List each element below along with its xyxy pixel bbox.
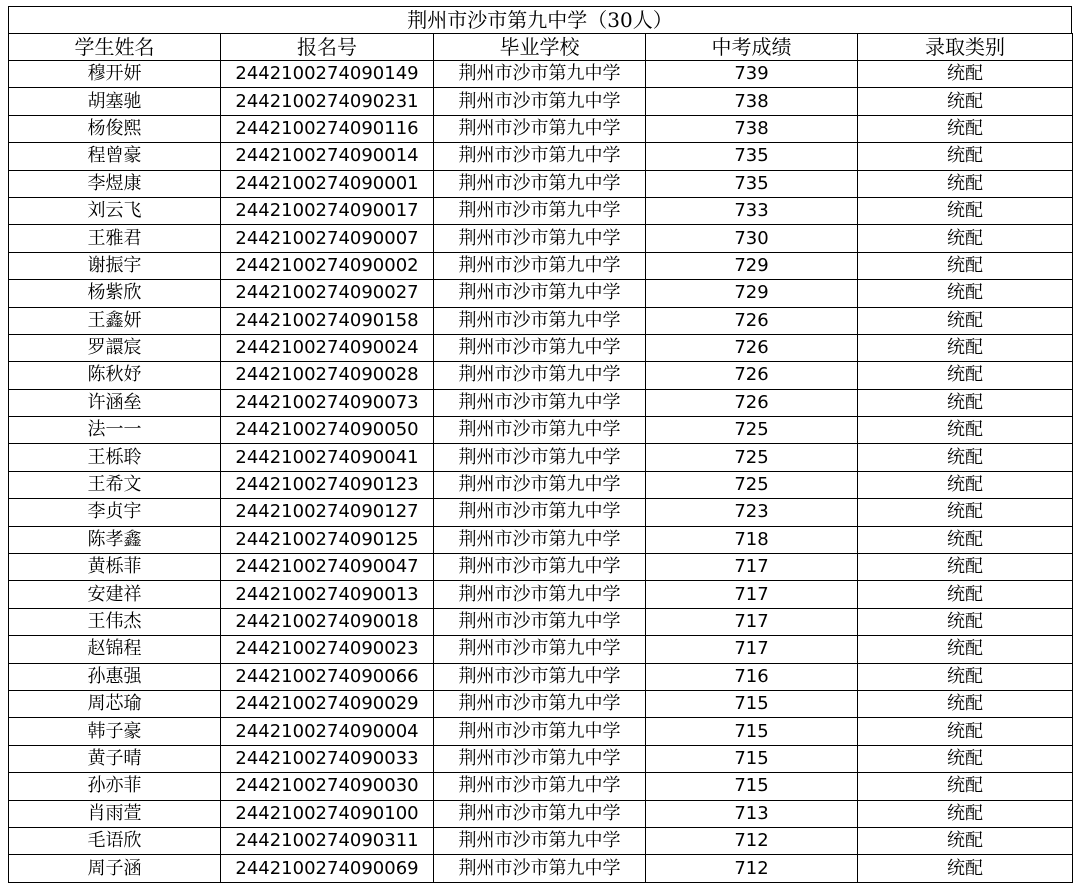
admission-category-cell: 统配 bbox=[858, 499, 1073, 526]
table-row bbox=[9, 307, 1073, 334]
student-name-cell: 李煜康 bbox=[9, 170, 221, 197]
admission-category-cell: 统配 bbox=[858, 663, 1073, 690]
graduation-school-cell: 荆州市沙市第九中学 bbox=[434, 526, 646, 553]
graduation-school-cell: 荆州市沙市第九中学 bbox=[434, 61, 646, 88]
registration-number-cell: 2442100274090001 bbox=[221, 170, 434, 197]
registration-number-cell: 2442100274090116 bbox=[221, 115, 434, 142]
table-body bbox=[9, 61, 1073, 883]
exam-score-cell: 738 bbox=[646, 115, 858, 142]
exam-score-cell: 716 bbox=[646, 663, 858, 690]
student-name-cell: 黄子晴 bbox=[9, 745, 221, 772]
exam-score-cell: 726 bbox=[646, 362, 858, 389]
table-row bbox=[9, 334, 1073, 361]
registration-number-cell: 2442100274090027 bbox=[221, 280, 434, 307]
graduation-school-cell: 荆州市沙市第九中学 bbox=[434, 581, 646, 608]
admission-category-cell: 统配 bbox=[858, 61, 1073, 88]
exam-score-cell: 725 bbox=[646, 471, 858, 498]
graduation-school-cell: 荆州市沙市第九中学 bbox=[434, 827, 646, 854]
exam-score-cell: 718 bbox=[646, 526, 858, 553]
admission-category-cell: 统配 bbox=[858, 855, 1073, 882]
registration-number-cell: 2442100274090125 bbox=[221, 526, 434, 553]
student-name-cell: 王雅君 bbox=[9, 225, 221, 252]
table-row bbox=[9, 773, 1073, 800]
admission-category-cell: 统配 bbox=[858, 334, 1073, 361]
student-name-cell: 孙惠强 bbox=[9, 663, 221, 690]
registration-number-cell: 2442100274090158 bbox=[221, 307, 434, 334]
graduation-school-cell: 荆州市沙市第九中学 bbox=[434, 88, 646, 115]
header-admission-category: 录取类别 bbox=[858, 34, 1073, 61]
exam-score-cell: 726 bbox=[646, 389, 858, 416]
student-name-cell: 王伟杰 bbox=[9, 608, 221, 635]
table-row bbox=[9, 718, 1073, 745]
graduation-school-cell: 荆州市沙市第九中学 bbox=[434, 307, 646, 334]
graduation-school-cell: 荆州市沙市第九中学 bbox=[434, 636, 646, 663]
admission-category-cell: 统配 bbox=[858, 417, 1073, 444]
registration-number-cell: 2442100274090123 bbox=[221, 471, 434, 498]
registration-number-cell: 2442100274090024 bbox=[221, 334, 434, 361]
table-row bbox=[9, 280, 1073, 307]
exam-score-cell: 738 bbox=[646, 88, 858, 115]
table-row bbox=[9, 526, 1073, 553]
table-row bbox=[9, 115, 1073, 142]
registration-number-cell: 2442100274090066 bbox=[221, 663, 434, 690]
graduation-school-cell: 荆州市沙市第九中学 bbox=[434, 608, 646, 635]
student-name-cell: 陈秋妤 bbox=[9, 362, 221, 389]
graduation-school-cell: 荆州市沙市第九中学 bbox=[434, 417, 646, 444]
table-row bbox=[9, 800, 1073, 827]
graduation-school-cell: 荆州市沙市第九中学 bbox=[434, 115, 646, 142]
student-name-cell: 周子涵 bbox=[9, 855, 221, 882]
admission-category-cell: 统配 bbox=[858, 690, 1073, 717]
graduation-school-cell: 荆州市沙市第九中学 bbox=[434, 718, 646, 745]
student-name-cell: 杨俊熙 bbox=[9, 115, 221, 142]
table-row bbox=[9, 554, 1073, 581]
registration-number-cell: 2442100274090073 bbox=[221, 389, 434, 416]
exam-score-cell: 735 bbox=[646, 143, 858, 170]
header-registration-number: 报名号 bbox=[221, 34, 434, 61]
registration-number-cell: 2442100274090050 bbox=[221, 417, 434, 444]
admission-category-cell: 统配 bbox=[858, 718, 1073, 745]
admission-category-cell: 统配 bbox=[858, 225, 1073, 252]
header-exam-score: 中考成绩 bbox=[646, 34, 858, 61]
table-row bbox=[9, 581, 1073, 608]
admission-category-cell: 统配 bbox=[858, 280, 1073, 307]
exam-score-cell: 712 bbox=[646, 855, 858, 882]
student-name-cell: 罗譞宸 bbox=[9, 334, 221, 361]
exam-score-cell: 725 bbox=[646, 417, 858, 444]
student-name-cell: 韩子豪 bbox=[9, 718, 221, 745]
student-name-cell: 许涵垒 bbox=[9, 389, 221, 416]
student-name-cell: 安建祥 bbox=[9, 581, 221, 608]
graduation-school-cell: 荆州市沙市第九中学 bbox=[434, 143, 646, 170]
graduation-school-cell: 荆州市沙市第九中学 bbox=[434, 444, 646, 471]
graduation-school-cell: 荆州市沙市第九中学 bbox=[434, 855, 646, 882]
registration-number-cell: 2442100274090149 bbox=[221, 61, 434, 88]
admission-category-cell: 统配 bbox=[858, 636, 1073, 663]
admission-category-cell: 统配 bbox=[858, 170, 1073, 197]
admission-category-cell: 统配 bbox=[858, 608, 1073, 635]
graduation-school-cell: 荆州市沙市第九中学 bbox=[434, 690, 646, 717]
admission-category-cell: 统配 bbox=[858, 526, 1073, 553]
exam-score-cell: 715 bbox=[646, 690, 858, 717]
student-name-cell: 法一一 bbox=[9, 417, 221, 444]
graduation-school-cell: 荆州市沙市第九中学 bbox=[434, 499, 646, 526]
student-name-cell: 刘云飞 bbox=[9, 197, 221, 224]
table-row bbox=[9, 608, 1073, 635]
exam-score-cell: 715 bbox=[646, 745, 858, 772]
table-row bbox=[9, 663, 1073, 690]
exam-score-cell: 717 bbox=[646, 581, 858, 608]
student-name-cell: 周芯瑜 bbox=[9, 690, 221, 717]
graduation-school-cell: 荆州市沙市第九中学 bbox=[434, 225, 646, 252]
graduation-school-cell: 荆州市沙市第九中学 bbox=[434, 471, 646, 498]
table-row bbox=[9, 417, 1073, 444]
registration-number-cell: 2442100274090030 bbox=[221, 773, 434, 800]
table-row bbox=[9, 827, 1073, 854]
admission-category-cell: 统配 bbox=[858, 773, 1073, 800]
student-name-cell: 杨紫欣 bbox=[9, 280, 221, 307]
table-row bbox=[9, 636, 1073, 663]
exam-score-cell: 723 bbox=[646, 499, 858, 526]
student-name-cell: 黄栎菲 bbox=[9, 554, 221, 581]
table-row bbox=[9, 197, 1073, 224]
student-name-cell: 王鑫妍 bbox=[9, 307, 221, 334]
exam-score-cell: 729 bbox=[646, 252, 858, 279]
registration-number-cell: 2442100274090231 bbox=[221, 88, 434, 115]
graduation-school-cell: 荆州市沙市第九中学 bbox=[434, 252, 646, 279]
exam-score-cell: 729 bbox=[646, 280, 858, 307]
registration-number-cell: 2442100274090047 bbox=[221, 554, 434, 581]
graduation-school-cell: 荆州市沙市第九中学 bbox=[434, 334, 646, 361]
table-row bbox=[9, 362, 1073, 389]
student-name-cell: 胡塞驰 bbox=[9, 88, 221, 115]
graduation-school-cell: 荆州市沙市第九中学 bbox=[434, 554, 646, 581]
table-row bbox=[9, 471, 1073, 498]
exam-score-cell: 712 bbox=[646, 827, 858, 854]
exam-score-cell: 726 bbox=[646, 307, 858, 334]
registration-number-cell: 2442100274090018 bbox=[221, 608, 434, 635]
exam-score-cell: 717 bbox=[646, 554, 858, 581]
table-row bbox=[9, 61, 1073, 88]
student-name-cell: 王希文 bbox=[9, 471, 221, 498]
table-row bbox=[9, 225, 1073, 252]
admission-category-cell: 统配 bbox=[858, 471, 1073, 498]
graduation-school-cell: 荆州市沙市第九中学 bbox=[434, 663, 646, 690]
student-name-cell: 穆开妍 bbox=[9, 61, 221, 88]
admission-category-cell: 统配 bbox=[858, 827, 1073, 854]
table-row bbox=[9, 690, 1073, 717]
registration-number-cell: 2442100274090002 bbox=[221, 252, 434, 279]
student-name-cell: 谢振宇 bbox=[9, 252, 221, 279]
registration-number-cell: 2442100274090007 bbox=[221, 225, 434, 252]
table-row bbox=[9, 389, 1073, 416]
admission-list-sheet bbox=[8, 6, 1072, 883]
table-row bbox=[9, 444, 1073, 471]
registration-number-cell: 2442100274090041 bbox=[221, 444, 434, 471]
admission-category-cell: 统配 bbox=[858, 745, 1073, 772]
student-name-cell: 肖雨萱 bbox=[9, 800, 221, 827]
admission-category-cell: 统配 bbox=[858, 197, 1073, 224]
registration-number-cell: 2442100274090023 bbox=[221, 636, 434, 663]
exam-score-cell: 739 bbox=[646, 61, 858, 88]
table-row bbox=[9, 170, 1073, 197]
graduation-school-cell: 荆州市沙市第九中学 bbox=[434, 280, 646, 307]
exam-score-cell: 733 bbox=[646, 197, 858, 224]
admission-category-cell: 统配 bbox=[858, 444, 1073, 471]
admission-category-cell: 统配 bbox=[858, 115, 1073, 142]
header-row bbox=[9, 34, 1073, 61]
exam-score-cell: 715 bbox=[646, 773, 858, 800]
graduation-school-cell: 荆州市沙市第九中学 bbox=[434, 745, 646, 772]
admission-category-cell: 统配 bbox=[858, 143, 1073, 170]
student-name-cell: 孙亦菲 bbox=[9, 773, 221, 800]
registration-number-cell: 2442100274090311 bbox=[221, 827, 434, 854]
student-name-cell: 赵锦程 bbox=[9, 636, 221, 663]
student-name-cell: 陈孝鑫 bbox=[9, 526, 221, 553]
table-row bbox=[9, 143, 1073, 170]
table-row bbox=[9, 88, 1073, 115]
header-graduation-school: 毕业学校 bbox=[434, 34, 646, 61]
registration-number-cell: 2442100274090013 bbox=[221, 581, 434, 608]
graduation-school-cell: 荆州市沙市第九中学 bbox=[434, 389, 646, 416]
graduation-school-cell: 荆州市沙市第九中学 bbox=[434, 170, 646, 197]
admission-category-cell: 统配 bbox=[858, 389, 1073, 416]
table-row bbox=[9, 499, 1073, 526]
student-name-cell: 程曾豪 bbox=[9, 143, 221, 170]
admission-category-cell: 统配 bbox=[858, 581, 1073, 608]
header-student-name: 学生姓名 bbox=[9, 34, 221, 61]
exam-score-cell: 730 bbox=[646, 225, 858, 252]
admission-category-cell: 统配 bbox=[858, 252, 1073, 279]
registration-number-cell: 2442100274090127 bbox=[221, 499, 434, 526]
exam-score-cell: 713 bbox=[646, 800, 858, 827]
admission-category-cell: 统配 bbox=[858, 307, 1073, 334]
exam-score-cell: 717 bbox=[646, 608, 858, 635]
registration-number-cell: 2442100274090028 bbox=[221, 362, 434, 389]
registration-number-cell: 2442100274090014 bbox=[221, 143, 434, 170]
exam-score-cell: 726 bbox=[646, 334, 858, 361]
exam-score-cell: 715 bbox=[646, 718, 858, 745]
student-name-cell: 毛语欣 bbox=[9, 827, 221, 854]
admission-table bbox=[8, 33, 1073, 883]
exam-score-cell: 735 bbox=[646, 170, 858, 197]
student-name-cell: 王栎聆 bbox=[9, 444, 221, 471]
admission-category-cell: 统配 bbox=[858, 800, 1073, 827]
graduation-school-cell: 荆州市沙市第九中学 bbox=[434, 773, 646, 800]
table-title: 荆州市沙市第九中学（30人） bbox=[8, 6, 1072, 33]
registration-number-cell: 2442100274090069 bbox=[221, 855, 434, 882]
student-name-cell: 李贞宇 bbox=[9, 499, 221, 526]
admission-category-cell: 统配 bbox=[858, 88, 1073, 115]
registration-number-cell: 2442100274090029 bbox=[221, 690, 434, 717]
table-row bbox=[9, 745, 1073, 772]
table-row bbox=[9, 855, 1073, 882]
graduation-school-cell: 荆州市沙市第九中学 bbox=[434, 362, 646, 389]
admission-category-cell: 统配 bbox=[858, 362, 1073, 389]
registration-number-cell: 2442100274090100 bbox=[221, 800, 434, 827]
table-row bbox=[9, 252, 1073, 279]
registration-number-cell: 2442100274090004 bbox=[221, 718, 434, 745]
graduation-school-cell: 荆州市沙市第九中学 bbox=[434, 197, 646, 224]
graduation-school-cell: 荆州市沙市第九中学 bbox=[434, 800, 646, 827]
registration-number-cell: 2442100274090033 bbox=[221, 745, 434, 772]
exam-score-cell: 717 bbox=[646, 636, 858, 663]
exam-score-cell: 725 bbox=[646, 444, 858, 471]
registration-number-cell: 2442100274090017 bbox=[221, 197, 434, 224]
admission-category-cell: 统配 bbox=[858, 554, 1073, 581]
